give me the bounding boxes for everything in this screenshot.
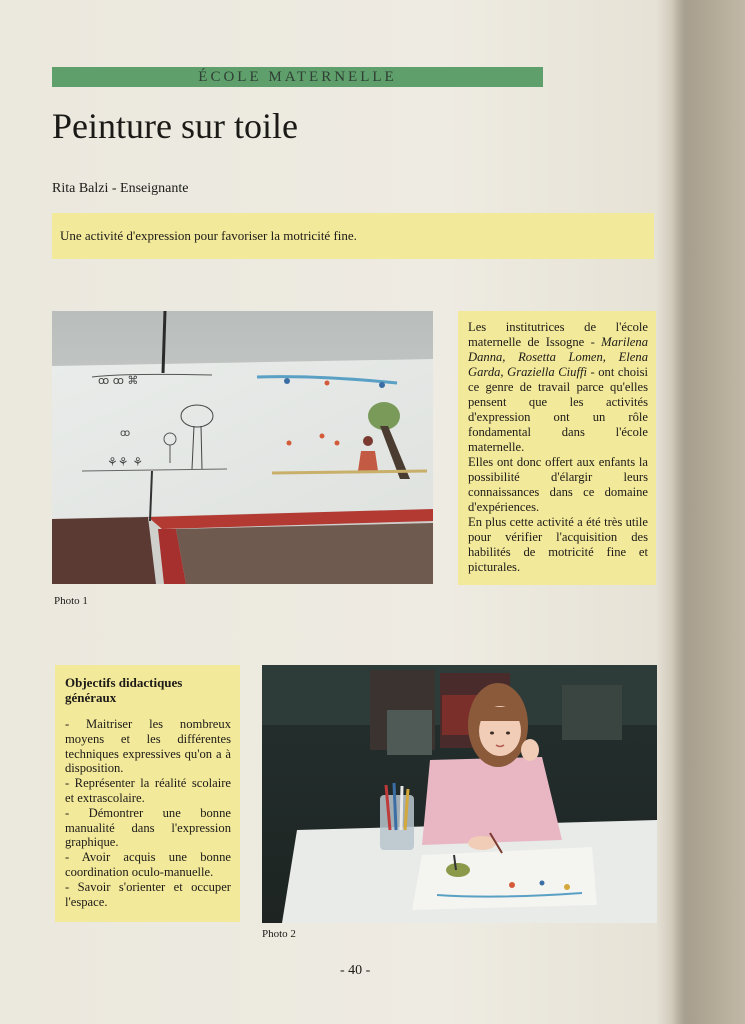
photo-2-caption: Photo 2 bbox=[262, 928, 296, 940]
photo-1 bbox=[52, 311, 433, 584]
intro-part-2: - ont choisi ce genre de travail parce qu'elles pensent que les activités d'expression ont un rôle fondamental dans l'école maternelle. bbox=[468, 365, 648, 454]
intro-part-1: Les institutrices de l'école maternelle de Issogne - bbox=[468, 320, 648, 349]
article-title: Peinture sur toile bbox=[52, 106, 298, 146]
photo-2-illustration bbox=[262, 665, 657, 923]
intro-text bbox=[468, 320, 648, 575]
author-line: Rita Balzi - Enseignante bbox=[52, 181, 189, 196]
svg-text:⚘⚘ ⚘: ⚘⚘ ⚘ bbox=[107, 455, 144, 469]
objective-item: - Savoir s'orienter et occuper l'espace. bbox=[65, 879, 231, 909]
section-header: ÉCOLE MATERNELLE bbox=[52, 67, 543, 87]
photo-1-caption: Photo 1 bbox=[54, 595, 88, 607]
teacher-names: Marilena Danna, Rosetta Lomen, Elena Garda, Graziella Ciuffi bbox=[468, 335, 648, 379]
svg-text:ꝏ ꝏ ⌘: ꝏ ꝏ ⌘ bbox=[98, 374, 139, 387]
intro-paragraph-1 bbox=[468, 320, 648, 455]
page-number: - 40 - bbox=[340, 963, 371, 978]
objectives-heading: Objectifs didactiques généraux bbox=[65, 675, 183, 705]
objective-item: - Maitriser les nombreux moyens et les différentes techniques expressives qu'on a à disposition. bbox=[65, 717, 231, 776]
objectives-list bbox=[65, 717, 231, 909]
intro-paragraph-2: Elles ont donc offert aux enfants la possibilité d'élargir leurs connaissances dans ce domaine d'expériences. bbox=[468, 455, 648, 514]
objective-item: - Avoir acquis une bonne coordination oculo-manuelle. bbox=[65, 850, 231, 879]
svg-text:ꝏ: ꝏ bbox=[120, 428, 131, 439]
photo-1-illustration bbox=[52, 311, 433, 584]
objectives-box bbox=[55, 665, 240, 922]
intro-paragraph-3: En plus cette activité a été très utile pour vérifier l'acquisition des habilités de motricité fine et picturales. bbox=[468, 515, 648, 574]
photo-2 bbox=[262, 665, 657, 923]
intro-box bbox=[458, 311, 656, 585]
book-spine-shadow bbox=[672, 0, 745, 1024]
objective-item: - Représenter la réalité scolaire et extrascolaire. bbox=[65, 776, 231, 805]
lead-text: Une activité d'expression pour favoriser la motricité fine. bbox=[60, 228, 357, 243]
objective-item: - Démontrer une bonne manualité dans l'expression graphique. bbox=[65, 805, 231, 850]
